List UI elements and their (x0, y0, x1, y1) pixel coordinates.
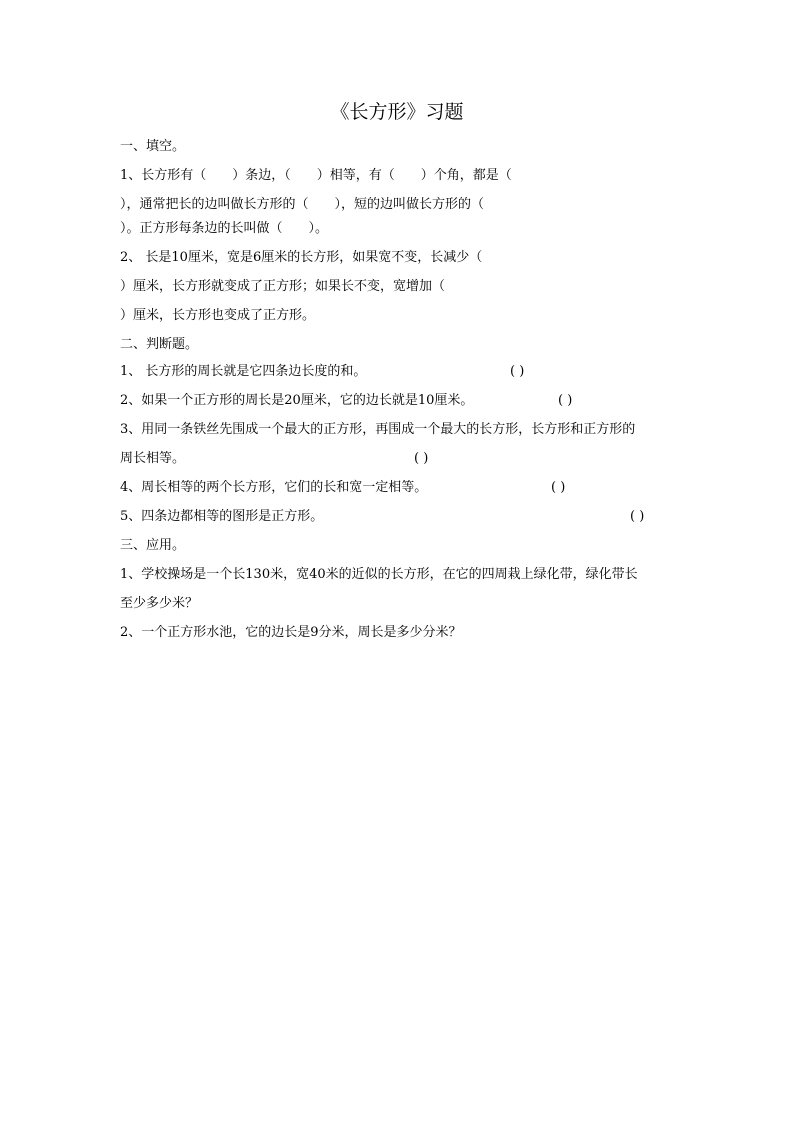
judge-item-5-text: 5、四条边都相等的图形是正方形。 (120, 509, 324, 524)
page-title: 《长方形》习题 (330, 101, 464, 123)
section-apply-heading: 三、应用。 (120, 538, 186, 553)
judge-item-5-answer: ( ) (630, 509, 645, 524)
fill-line-5: ）厘米，长方形就变成了正方形；如果长不变，宽增加（ (120, 279, 446, 294)
judge-item-3-text: 3、用同一条铁丝先围成一个最大的正方形，再围成一个最大的长方形，长方形和正方形的 (120, 422, 636, 437)
judge-item-3-answer: ( ) (414, 451, 429, 466)
judge-item-4-text: 4、周长相等的两个长方形，它们的长和宽一定相等。 (120, 480, 428, 495)
apply-line-1: 1、学校操场是一个长130米，宽40米的近似的长方形，在它的四周栽上绿化带，绿化带长 (120, 567, 638, 582)
section-fill-heading: 一、填空。 (120, 139, 186, 154)
fill-line-4: 2、 长是10厘米，宽是6厘米的长方形，如果宽不变，长减少（ (120, 250, 483, 265)
judge-item-3-continued: 周长相等。 (120, 451, 186, 466)
apply-line-2: 至少多少米？ (120, 596, 199, 611)
apply-line-3: 2、一个正方形水池，它的边长是9分米，周长是多少分米？ (120, 625, 462, 640)
judge-item-1-answer: ( ) (510, 364, 525, 379)
judge-item-2-text: 2、如果一个正方形的周长是20厘米，它的边长就是10厘米。 (120, 393, 474, 408)
section-judge-heading: 二、判断题。 (120, 337, 199, 352)
judge-item-1-text: 1、 长方形的周长就是它四条边长度的和。 (120, 364, 367, 379)
fill-line-2: ），通常把长的边叫做长方形的（ ），短的边叫做长方形的（ (120, 197, 485, 212)
fill-line-3: ）。正方形每条边的长叫做（ ）。 (120, 221, 329, 236)
judge-item-4-answer: ( ) (551, 480, 566, 495)
judge-item-2-answer: ( ) (558, 393, 573, 408)
fill-line-1: 1、长方形有（ ）条边，（ ）相等，有（ ）个角，都是（ (120, 168, 512, 183)
fill-line-6: ）厘米，长方形也变成了正方形。 (120, 308, 316, 323)
